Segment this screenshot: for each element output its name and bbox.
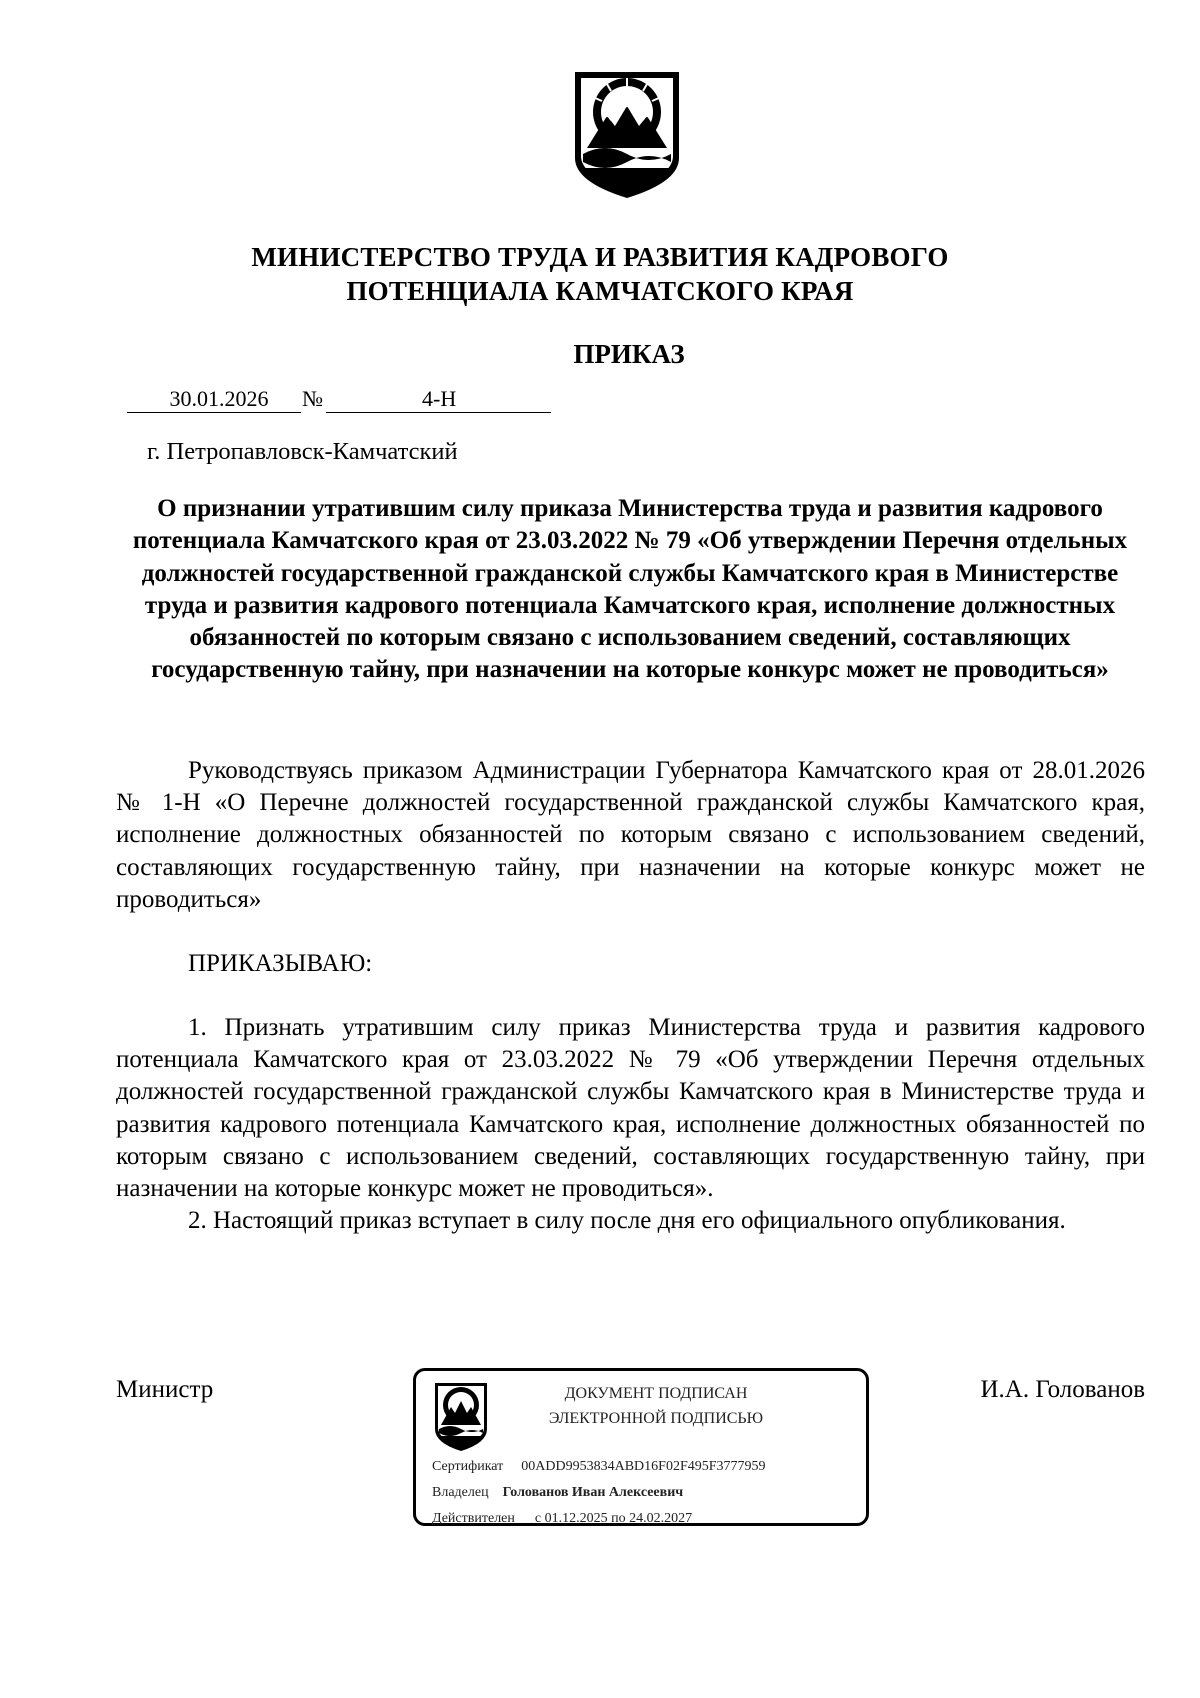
order-number-label: №: [302, 386, 323, 411]
order-item-2: 2. Настоящий приказ вступает в силу после дня его официального опубликования.: [188, 1207, 1066, 1234]
stamp-owner-value: Голованов Иван Алексеевич: [502, 1485, 684, 1500]
stamp-certificate-value: 00ADD9953834ABD16F02F495F3777959: [521, 1459, 766, 1474]
order-word: ПРИКАЗЫВАЮ:: [188, 950, 373, 977]
document-type: ПРИКАЗ: [573, 339, 685, 369]
electronic-signature-stamp: [413, 1368, 869, 1526]
kamchatka-coat-of-arms-icon: [573, 70, 681, 200]
signer-position: Министр: [116, 1376, 214, 1403]
stamp-heading-line1: ДОКУМЕНТ ПОДПИСАН: [564, 1385, 748, 1402]
order-date: 30.01.2026: [127, 386, 301, 413]
kamchatka-coat-of-arms-icon: [433, 1381, 489, 1453]
stamp-certificate-label: Сертификат: [432, 1459, 504, 1474]
stamp-heading: [506, 1381, 806, 1431]
city: г. Петропавловск-Камчатский: [147, 438, 458, 465]
document-title: О признании утратившим силу приказа Министерства труда и развития кадрового потенциала Камчатского края от 23.03.2022 № 79 «Об утверждении Перечня отдельных должностей государственной гражданской службы Камчатского края в Министерстве труда и развития кадрового потенциала Камчатского края, исполнение должностных обязанностей по которым связано с использованием сведений, составляющих государственную тайну, при назначении на которые конкурс может не проводиться»: [132, 495, 1128, 684]
order-number: 4-Н: [326, 386, 551, 413]
stamp-validity-label: Действителен: [432, 1511, 515, 1526]
order-item-1: 1. Признать утратившим силу приказ Министерства труда и развития кадрового потенциала Камчатского края от 23.03.2022 № 79 «Об утверждении Перечня отдельных должностей государственной гражданской службы Камчатского края в Министерстве труда и развития кадрового потенциала Камчатского края, исполнение должностных обязанностей по которым связано с использованием сведений, составляющих государственную тайну, при назначении на которые конкурс может не проводиться».: [116, 1014, 1145, 1203]
signer-name: И.А. Голованов: [980, 1376, 1145, 1403]
stamp-owner-row: [432, 1484, 683, 1502]
ministry-name-line2: ПОТЕНЦИАЛА КАМЧАТСКОГО КРАЯ: [346, 276, 854, 306]
stamp-owner-label: Владелец: [432, 1485, 489, 1500]
ministry-name: [0, 240, 1200, 308]
stamp-certificate-row: [432, 1458, 766, 1476]
stamp-validity-row: [432, 1510, 692, 1528]
basis-paragraph: Руководствуясь приказом Администрации Губернатора Камчатского края от 28.01.2026 № 1-Н «О Перечне должностей государственной гражданской службы Камчатского края, исполнение должностных обязанностей по которым связано с использованием сведений, составляющих государственную тайну, при назначении на которые конкурс может не проводиться»: [116, 757, 1145, 913]
stamp-heading-line2: ЭЛЕКТРОННОЙ ПОДПИСЬЮ: [548, 1410, 764, 1427]
ministry-name-line1: МИНИСТЕРСТВО ТРУДА И РАЗВИТИЯ КАДРОВОГО: [251, 242, 949, 272]
stamp-validity-value: с 01.12.2025 по 24.02.2027: [534, 1511, 693, 1526]
